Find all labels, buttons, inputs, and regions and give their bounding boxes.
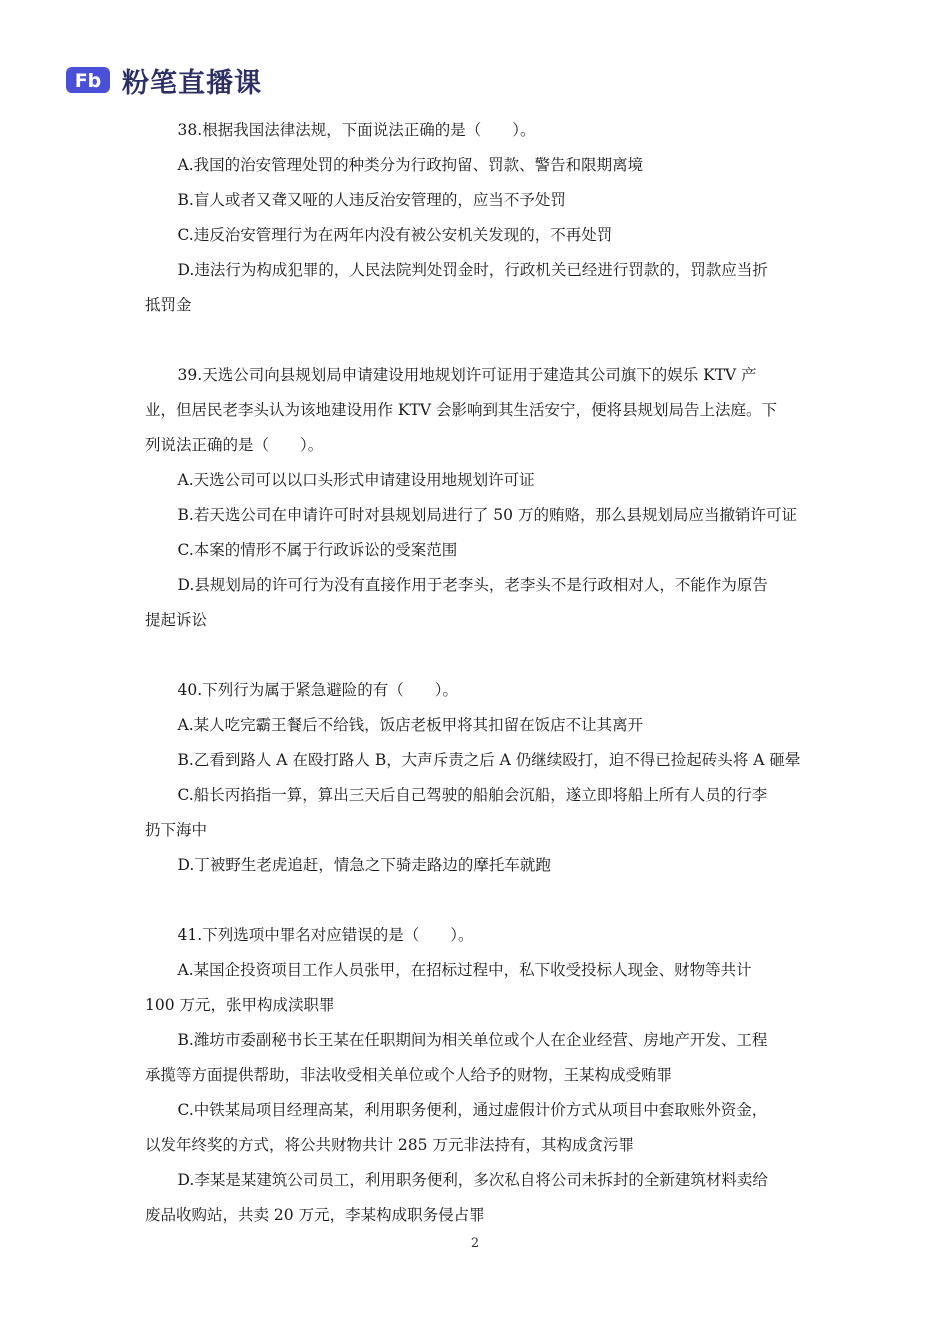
question-stem-line: 列说法正确的是（ ）。 <box>145 436 324 454</box>
logo-text: Fb <box>74 70 102 92</box>
question-block <box>145 673 810 883</box>
question-stem-line: 41.下列选项中罪名对应错误的是（ ）。 <box>177 926 474 944</box>
question-list <box>145 113 810 1233</box>
fb-logo-graphic <box>66 65 112 95</box>
header <box>66 62 262 98</box>
option-line: D.丁被野生老虎追赶，情急之下骑走路边的摩托车就跑 <box>177 856 551 874</box>
question-stem-line: 39.天选公司向县规划局申请建设用地规划许可证用于建造其公司旗下的娱乐 KTV 产 <box>177 366 757 384</box>
question-block <box>145 918 810 1233</box>
option-line: D.违法行为构成犯罪的，人民法院判处罚金时，行政机关已经进行罚款的，罚款应当折 <box>177 261 768 279</box>
option-line: C.违反治安管理行为在两年内没有被公安机关发现的，不再处罚 <box>177 226 613 244</box>
option-line: 100 万元，张甲构成渎职罪 <box>145 996 335 1014</box>
page-number: 2 <box>470 1236 480 1251</box>
option-line: C.本案的情形不属于行政诉讼的受案范围 <box>177 541 458 559</box>
option-line: A.天选公司可以以口头形式申请建设用地规划许可证 <box>177 471 535 489</box>
question-spacer <box>145 638 810 673</box>
option-line: C.中铁某局项目经理高某，利用职务便利，通过虚假计价方式从项目中套取账外资金， <box>177 1101 768 1119</box>
question-stem-line: 40.下列行为属于紧急避险的有（ ）。 <box>177 681 458 699</box>
option-line: A.我国的治安管理处罚的种类分为行政拘留、罚款、警告和限期离境 <box>177 156 644 174</box>
option-line: A.某国企投资项目工作人员张甲，在招标过程中，私下收受投标人现金、财物等共计 <box>177 961 752 979</box>
option-line: 以发年终奖的方式，将公共财物共计 285 万元非法持有，其构成贪污罪 <box>145 1136 634 1154</box>
option-line: B.潍坊市委副秘书长王某在任职期间为相关单位或个人在企业经营、房地产开发、工程 <box>177 1031 768 1049</box>
fenbi-logo-icon <box>66 65 112 95</box>
option-line: B.若天选公司在申请许可时对县规划局进行了 50 万的贿赂，那么县规划局应当撤销许可证 <box>177 506 797 524</box>
option-line: B.乙看到路人 A 在殴打路人 B，大声斥责之后 A 仍继续殴打，迫不得已捡起砖头将 A 砸晕 <box>177 751 801 769</box>
option-line: D.李某是某建筑公司员工，利用职务便利，多次私自将公司未拆封的全新建筑材料卖给 <box>177 1171 768 1189</box>
question-block <box>145 113 810 323</box>
option-line: B.盲人或者又聋又哑的人违反治安管理的，应当不予处罚 <box>177 191 566 209</box>
question-spacer <box>145 883 810 918</box>
option-line: A.某人吃完霸王餐后不给钱，饭店老板甲将其扣留在饭店不让其离开 <box>177 716 644 734</box>
brand-name: 粉笔直播课 <box>122 67 262 99</box>
question-block <box>145 358 810 638</box>
option-line: 承揽等方面提供帮助，非法收受相关单位或个人给予的财物，王某构成受贿罪 <box>145 1066 673 1084</box>
option-line: 废品收购站，共卖 20 万元，李某构成职务侵占罪 <box>145 1206 485 1224</box>
option-line: D.县规划局的许可行为没有直接作用于老李头，老李头不是行政相对人，不能作为原告 <box>177 576 768 594</box>
question-stem-line: 38.根据我国法律法规，下面说法正确的是（ ）。 <box>177 121 536 139</box>
option-line: 扔下海中 <box>145 821 208 839</box>
question-stem-line: 业，但居民老李头认为该地建设用作 KTV 会影响到其生活安宁，便将县规划局告上法庭。下 <box>145 401 777 419</box>
option-line: 抵罚金 <box>145 296 192 314</box>
option-line: 提起诉讼 <box>145 611 208 629</box>
option-line: C.船长丙掐指一算，算出三天后自己驾驶的船舶会沉船，遂立即将船上所有人员的行李 <box>177 786 768 804</box>
question-spacer <box>145 323 810 358</box>
